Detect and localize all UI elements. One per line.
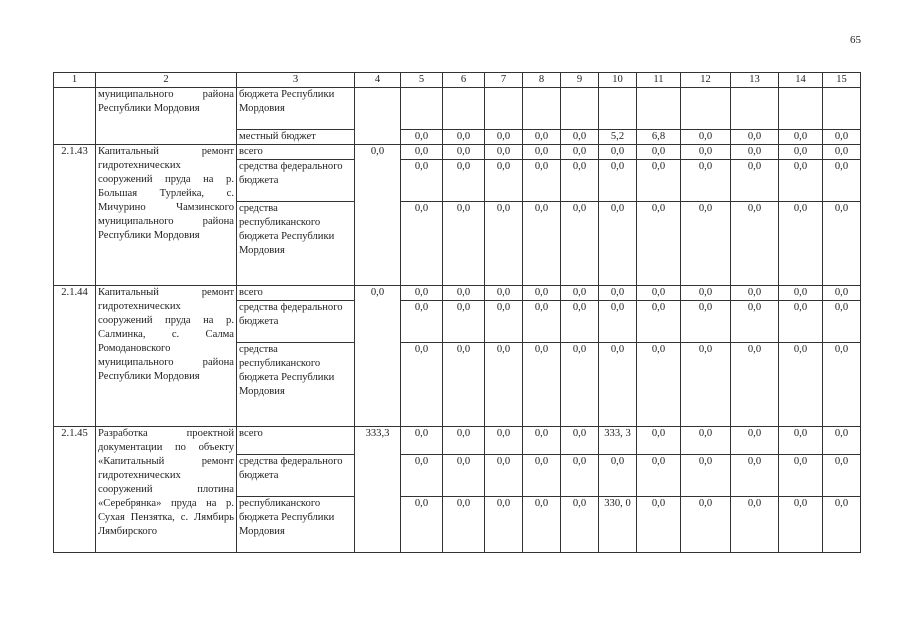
value-cell: 0,0 xyxy=(523,286,561,301)
value-cell xyxy=(779,88,823,130)
row-name: Капитальный ремонт гидротехнических сооружений пруда на р. Большая Турлейка, с. Мичурино Чамзинского муниципального района Республики Мордовия xyxy=(96,145,237,286)
header-cell: 10 xyxy=(599,73,637,88)
value-cell xyxy=(823,88,861,130)
value-cell: 0,0 xyxy=(485,145,523,160)
funding-source: всего xyxy=(237,286,355,301)
value-cell: 0,0 xyxy=(523,301,561,343)
value-cell: 0,0 xyxy=(823,427,861,455)
value-cell: 0,0 xyxy=(637,497,681,553)
funding-source: всего xyxy=(237,427,355,455)
table-row xyxy=(54,88,861,130)
value-cell: 0,0 xyxy=(599,286,637,301)
value-cell: 0,0 xyxy=(443,455,485,497)
value-cell: 0,0 xyxy=(681,202,731,286)
value-cell: 0,0 xyxy=(443,160,485,202)
value-cell: 0,0 xyxy=(443,497,485,553)
value-cell: 0,0 xyxy=(485,455,523,497)
value-cell: 0,0 xyxy=(731,343,779,427)
value-cell: 0,0 xyxy=(731,130,779,145)
header-cell: 15 xyxy=(823,73,861,88)
value-cell xyxy=(485,88,523,130)
value-cell: 0,0 xyxy=(523,427,561,455)
value-cell: 0,0 xyxy=(681,130,731,145)
header-cell: 9 xyxy=(561,73,599,88)
value-cell: 5,2 xyxy=(599,130,637,145)
value-cell xyxy=(731,88,779,130)
funding-source: всего xyxy=(237,145,355,160)
value-cell: 0,0 xyxy=(779,455,823,497)
value-cell: 0,0 xyxy=(561,427,599,455)
value-cell: 0,0 xyxy=(561,497,599,553)
header-cell: 6 xyxy=(443,73,485,88)
value-cell: 0,0 xyxy=(779,343,823,427)
value-cell: 0,0 xyxy=(401,160,443,202)
row-name: Разработка проектной документации по объекту «Капитальный ремонт гидротехнических сооружений плотина «Серебрянка» пруда на р. Сухая Пензятка, с. Лямбирь Лямбирского xyxy=(96,427,237,553)
value-cell: 0,0 xyxy=(599,455,637,497)
value-cell: 0,0 xyxy=(561,301,599,343)
value-cell: 0,0 xyxy=(401,301,443,343)
row-name: Капитальный ремонт гидротехнических сооружений пруда на р. Салминка, с. Салма Ромодановского муниципального района Республики Мордовия xyxy=(96,286,237,427)
header-cell: 12 xyxy=(681,73,731,88)
value-cell: 0,0 xyxy=(637,343,681,427)
value-cell: 0,0 xyxy=(823,301,861,343)
value-cell: 0,0 xyxy=(443,130,485,145)
row-total: 333,3 xyxy=(355,427,401,553)
funding-source: средства республиканского бюджета Республики Мордовия xyxy=(237,202,355,286)
value-cell: 0,0 xyxy=(401,427,443,455)
value-cell: 0,0 xyxy=(731,455,779,497)
value-cell: 0,0 xyxy=(599,160,637,202)
value-cell: 0,0 xyxy=(523,455,561,497)
funding-source: бюджета Республики Мордовия xyxy=(237,88,355,130)
value-cell xyxy=(523,88,561,130)
value-cell: 0,0 xyxy=(637,145,681,160)
value-cell: 0,0 xyxy=(681,301,731,343)
row-name: муниципального района Республики Мордовия xyxy=(96,88,237,145)
value-cell: 0,0 xyxy=(443,286,485,301)
value-cell: 0,0 xyxy=(779,427,823,455)
value-cell: 0,0 xyxy=(599,301,637,343)
value-cell: 0,0 xyxy=(599,202,637,286)
value-cell: 0,0 xyxy=(779,497,823,553)
header-cell: 7 xyxy=(485,73,523,88)
value-cell: 0,0 xyxy=(779,160,823,202)
value-cell: 0,0 xyxy=(561,286,599,301)
value-cell: 0,0 xyxy=(779,301,823,343)
value-cell: 0,0 xyxy=(485,427,523,455)
value-cell: 0,0 xyxy=(681,343,731,427)
row-total: 0,0 xyxy=(355,286,401,427)
value-cell: 0,0 xyxy=(401,145,443,160)
value-cell: 0,0 xyxy=(823,160,861,202)
header-cell: 14 xyxy=(779,73,823,88)
value-cell xyxy=(443,88,485,130)
value-cell: 0,0 xyxy=(731,427,779,455)
value-cell: 0,0 xyxy=(823,455,861,497)
header-cell: 4 xyxy=(355,73,401,88)
table-row xyxy=(54,286,861,301)
value-cell: 0,0 xyxy=(637,202,681,286)
value-cell: 0,0 xyxy=(523,145,561,160)
value-cell: 0,0 xyxy=(443,343,485,427)
value-cell xyxy=(681,88,731,130)
value-cell: 0,0 xyxy=(779,202,823,286)
value-cell: 0,0 xyxy=(681,160,731,202)
value-cell: 0,0 xyxy=(561,343,599,427)
value-cell: 0,0 xyxy=(637,160,681,202)
value-cell: 0,0 xyxy=(823,497,861,553)
value-cell: 0,0 xyxy=(523,497,561,553)
value-cell: 0,0 xyxy=(485,130,523,145)
value-cell: 0,0 xyxy=(823,286,861,301)
value-cell: 0,0 xyxy=(637,286,681,301)
funding-source: средства федерального бюджета xyxy=(237,455,355,497)
value-cell: 0,0 xyxy=(779,145,823,160)
header-row xyxy=(54,73,861,88)
value-cell: 330, 0 xyxy=(599,497,637,553)
value-cell: 0,0 xyxy=(779,286,823,301)
value-cell: 0,0 xyxy=(731,497,779,553)
funding-source: местный бюджет xyxy=(237,130,355,145)
header-cell: 2 xyxy=(96,73,237,88)
value-cell: 0,0 xyxy=(561,202,599,286)
header-cell: 3 xyxy=(237,73,355,88)
value-cell: 0,0 xyxy=(779,130,823,145)
value-cell: 0,0 xyxy=(401,343,443,427)
funding-source: средства федерального бюджета xyxy=(237,160,355,202)
value-cell: 0,0 xyxy=(681,427,731,455)
value-cell: 0,0 xyxy=(637,301,681,343)
value-cell: 0,0 xyxy=(681,286,731,301)
value-cell: 0,0 xyxy=(731,160,779,202)
value-cell: 0,0 xyxy=(823,145,861,160)
header-cell: 1 xyxy=(54,73,96,88)
value-cell: 0,0 xyxy=(599,343,637,427)
value-cell: 0,0 xyxy=(401,497,443,553)
value-cell: 0,0 xyxy=(523,130,561,145)
header-cell: 11 xyxy=(637,73,681,88)
budget-table xyxy=(53,72,861,553)
value-cell: 0,0 xyxy=(523,202,561,286)
value-cell: 0,0 xyxy=(401,130,443,145)
value-cell: 0,0 xyxy=(485,343,523,427)
table-body xyxy=(54,73,861,553)
value-cell: 0,0 xyxy=(731,202,779,286)
value-cell: 0,0 xyxy=(681,455,731,497)
value-cell xyxy=(599,88,637,130)
row-total xyxy=(355,88,401,145)
value-cell: 0,0 xyxy=(731,301,779,343)
value-cell: 0,0 xyxy=(731,145,779,160)
value-cell: 0,0 xyxy=(485,286,523,301)
value-cell: 0,0 xyxy=(823,202,861,286)
value-cell: 0,0 xyxy=(443,202,485,286)
value-cell: 0,0 xyxy=(401,202,443,286)
value-cell: 0,0 xyxy=(681,145,731,160)
value-cell: 0,0 xyxy=(681,497,731,553)
funding-source: республиканского бюджета Республики Мордовия xyxy=(237,497,355,553)
value-cell xyxy=(637,88,681,130)
value-cell: 0,0 xyxy=(561,455,599,497)
value-cell: 0,0 xyxy=(485,301,523,343)
table-row xyxy=(54,145,861,160)
page-number: 65 xyxy=(850,34,861,46)
value-cell: 0,0 xyxy=(443,301,485,343)
value-cell: 0,0 xyxy=(637,427,681,455)
value-cell: 0,0 xyxy=(599,145,637,160)
row-code: 2.1.44 xyxy=(54,286,96,427)
row-code: 2.1.45 xyxy=(54,427,96,553)
value-cell: 0,0 xyxy=(485,160,523,202)
value-cell: 0,0 xyxy=(561,130,599,145)
row-code: 2.1.43 xyxy=(54,145,96,286)
value-cell: 0,0 xyxy=(823,343,861,427)
header-cell: 5 xyxy=(401,73,443,88)
value-cell: 0,0 xyxy=(523,160,561,202)
value-cell: 0,0 xyxy=(637,455,681,497)
value-cell: 0,0 xyxy=(401,286,443,301)
value-cell: 0,0 xyxy=(443,145,485,160)
value-cell: 333, 3 xyxy=(599,427,637,455)
value-cell: 0,0 xyxy=(561,160,599,202)
funding-source: средства республиканского бюджета Республики Мордовия xyxy=(237,343,355,427)
table-row xyxy=(54,427,861,455)
value-cell: 0,0 xyxy=(561,145,599,160)
header-cell: 8 xyxy=(523,73,561,88)
value-cell: 0,0 xyxy=(523,343,561,427)
row-code xyxy=(54,88,96,145)
value-cell: 0,0 xyxy=(485,497,523,553)
value-cell: 0,0 xyxy=(443,427,485,455)
value-cell: 6,8 xyxy=(637,130,681,145)
value-cell xyxy=(561,88,599,130)
value-cell: 0,0 xyxy=(823,130,861,145)
row-total: 0,0 xyxy=(355,145,401,286)
funding-source: средства федерального бюджета xyxy=(237,301,355,343)
value-cell: 0,0 xyxy=(401,455,443,497)
value-cell: 0,0 xyxy=(731,286,779,301)
value-cell xyxy=(401,88,443,130)
value-cell: 0,0 xyxy=(485,202,523,286)
header-cell: 13 xyxy=(731,73,779,88)
